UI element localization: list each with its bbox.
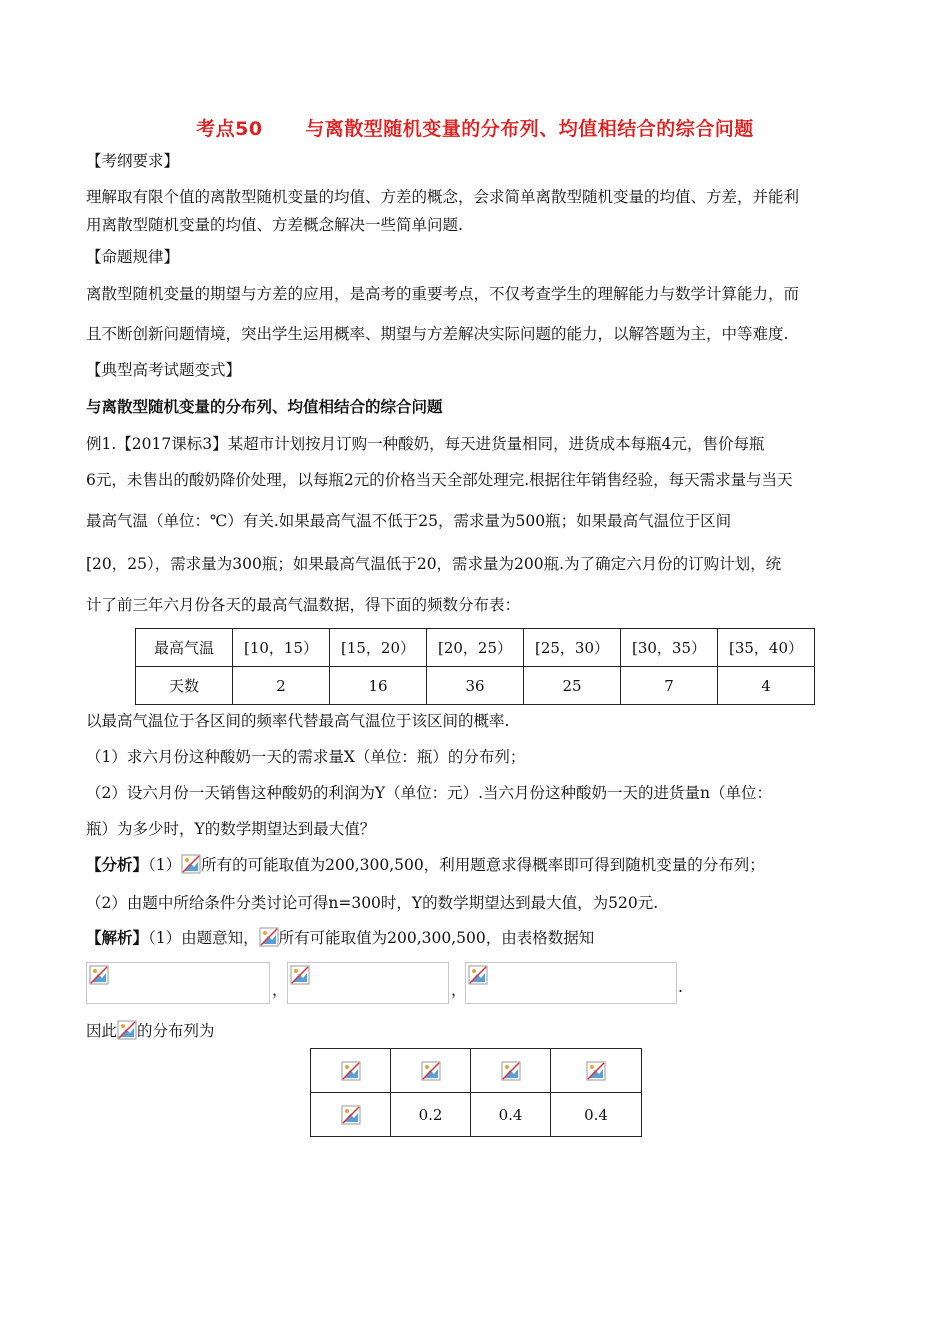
example-line-4: [20，25），需求量为300瓶；如果最高气温低于20，需求量为200瓶.为了确定六月份的订购计划，统 [86,555,782,573]
table-cell [311,1049,391,1093]
page-title: 考点50 与离散型随机变量的分布列、均值相结合的综合问题 [196,118,754,140]
table-cell [391,1049,471,1093]
rule-heading: 【命题规律】 [86,248,180,266]
separator-comma: ， [272,981,288,999]
dist-intro-suffix: 的分布列为 [137,1022,215,1040]
analysis-text: 所有的可能取值为200,300,500，利用题意求得概率即可得到随机变量的分布列； [201,856,765,874]
solution-line-1 [86,927,594,949]
example-line-3: 最高气温（单位：℃）有关.如果最高气温不低于25，需求量为500瓶；如果最高气温位于区间 [86,512,732,530]
table-cell: [25，30） [524,629,621,667]
analysis-line-1 [86,854,765,876]
solution-prefix: （1）由题意知， [148,929,259,947]
broken-image-icon [89,965,109,985]
table-row [136,629,815,667]
formula-image-box [86,962,270,1004]
table-cell: 25 [524,667,621,705]
question-1: （1）求六月份这种酸奶一天的需求量X（单位：瓶）的分布列； [86,748,526,766]
outline-heading: 【考纲要求】 [86,152,180,170]
broken-image-icon [290,965,310,985]
separator-comma: ， [451,981,467,999]
frequency-table [135,628,815,705]
broken-image-icon [586,1061,606,1081]
table-header-cell: 最高气温 [136,629,233,667]
dist-intro-prefix: 因此 [86,1022,118,1040]
broken-image-icon [341,1105,361,1125]
table-cell: 0.2 [391,1093,471,1137]
formula-image-box [287,962,449,1004]
solution-label: 【解析】 [86,929,149,947]
topic-heading: 与离散型随机变量的分布列、均值相结合的综合问题 [86,398,443,416]
separator-period: . [678,978,683,996]
broken-image-icon [259,927,279,947]
broken-image-icon [421,1061,441,1081]
question-2-line-1: （2）设六月份一天销售这种酸奶的利润为Y（单位：元）.当六月份这种酸奶一天的进货量n（单位： [86,784,773,802]
table-cell: [30，35） [621,629,718,667]
broken-image-icon [341,1061,361,1081]
example-line-5: 计了前三年六月份各天的最高气温数据，得下面的频数分布表： [86,596,521,614]
table-cell: 0.4 [551,1093,642,1137]
broken-image-icon [468,965,488,985]
analysis-label: 【分析】 [86,856,149,874]
table-cell: 16 [330,667,427,705]
analysis-line-2: （2）由题中所给条件分类讨论可得n=300时，Y的数学期望达到最大值，为520元. [86,894,659,912]
table-row [311,1093,642,1137]
table-row [136,667,815,705]
table-header-cell: 天数 [136,667,233,705]
broken-image-icon [501,1061,521,1081]
question-2-line-2: 瓶）为多少时，Y的数学期望达到最大值？ [86,820,376,838]
analysis-prefix: （1） [148,856,182,874]
table-cell [311,1093,391,1137]
table-cell [551,1049,642,1093]
table-cell: [10，15） [233,629,330,667]
table-cell: [15，20） [330,629,427,667]
distribution-intro [86,1020,215,1042]
rule-text-2: 且不断创新问题情境，突出学生运用概率、期望与方差解决实际问题的能力，以解答题为主，中等难度. [86,325,789,343]
example-line-2: 6元，未售出的酸奶降价处理，以每瓶2元的价格当天全部处理完.根据往年销售经验，每天需求量与当天 [86,471,793,489]
rule-text-1: 离散型随机变量的期望与方差的应用，是高考的重要考点，不仅考查学生的理解能力与数学计算能力，而 [86,285,800,303]
table-row [311,1049,642,1093]
broken-image-icon [117,1020,137,1040]
example-line-1: 例1.【2017课标3】某超市计划按月订购一种酸奶，每天进货量相同，进货成本每瓶4元，售价每瓶 [86,435,765,453]
table-cell: [35，40） [718,629,815,667]
table-cell: 0.4 [471,1093,551,1137]
solution-text: 所有可能取值为200,300,500，由表格数据知 [278,929,595,947]
table-cell: 36 [427,667,524,705]
typical-heading: 【典型高考试题变式】 [86,361,242,379]
table-cell [471,1049,551,1093]
table-cell: [20，25） [427,629,524,667]
table-cell: 7 [621,667,718,705]
formula-image-box [465,962,677,1004]
table-cell: 2 [233,667,330,705]
broken-image-icon [181,854,201,874]
after-table-text: 以最高气温位于各区间的频率代替最高气温位于该区间的概率. [86,712,510,730]
outline-text-2: 用离散型随机变量的均值、方差概念解决一些简单问题. [86,216,463,234]
outline-text-1: 理解取有限个值的离散型随机变量的均值、方差的概念，会求简单离散型随机变量的均值、方差，并能利 [86,188,800,206]
distribution-table [310,1048,642,1137]
table-cell: 4 [718,667,815,705]
